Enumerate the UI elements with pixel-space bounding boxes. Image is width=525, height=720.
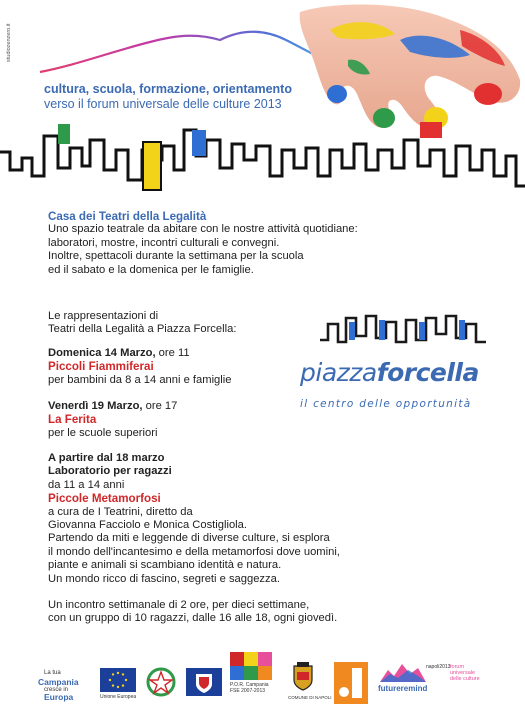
campania-europa-logo: La tua Campania cresce in Europa <box>38 670 79 702</box>
reps-line: Le rappresentazioni di <box>48 310 159 322</box>
sponsor-footer <box>0 640 525 720</box>
eu-flag-logo: Unione Europea <box>100 668 136 702</box>
logo-wordmark: piazzaforcella <box>300 358 479 387</box>
event-3-age: da 11 a 14 anni <box>48 478 125 491</box>
future-remind-logo: futureremind napoli2013 forum universale delle culture <box>378 664 480 693</box>
logo-skyline-icon <box>320 312 520 362</box>
skyline-line <box>0 130 525 186</box>
event-3-line: Un mondo ricco di fascino, segreti e saggezza. <box>48 572 280 585</box>
comune-crest-icon <box>288 662 318 692</box>
event-3-line: il mondo dell'incantesimo e della metamorfosi dove uomini, <box>48 545 340 558</box>
event-3 <box>48 452 340 586</box>
skyline-yellow-block <box>143 142 161 190</box>
regione-campania-logo <box>186 668 222 698</box>
event-3-title: Piccole Metamorfosi <box>48 492 161 506</box>
event-2 <box>48 400 177 440</box>
closing-line: Un incontro settimanale di 2 ore, per dieci settimane, <box>48 599 310 611</box>
intro-title: Casa dei Teatri della Legalità <box>48 210 207 223</box>
event-2-time: ore 17 <box>142 400 178 412</box>
event-1-time: ore 11 <box>155 347 190 359</box>
intro-line: Uno spazio teatrale da abitare con le nostre attività quotidiane: <box>48 223 358 236</box>
comune-napoli-logo: COMUNE DI NAPOLI <box>288 662 322 706</box>
event-3-line: piante e animali si scambiano identità e natura. <box>48 559 282 572</box>
por-campania-logo: P.O.R. Campania FSE 2007-2013 <box>230 652 276 706</box>
event-1-title: Piccoli Fiammiferai <box>48 360 154 374</box>
intro-line: Inoltre, spettacoli durante la settimana per la scuola <box>48 250 304 263</box>
italian-emblem-logo <box>146 666 176 700</box>
piazza-forcella-logo <box>300 312 500 422</box>
event-2-date: Venerdì 19 Marzo, <box>48 400 143 412</box>
event-1-audience: per bambini da 8 a 14 anni e famiglie <box>48 373 232 386</box>
logo-subtitle: il centro delle opportunità <box>300 398 472 410</box>
forum-wave-icon <box>378 662 428 684</box>
skyline-red-block <box>420 122 442 138</box>
star-emblem-icon <box>146 666 176 698</box>
intro-line: laboratori, mostre, incontri culturali e convegni. <box>48 236 280 249</box>
skyline-blue-block <box>192 130 206 156</box>
event-3-line: a cura de I Teatrini, diretto da <box>48 505 193 518</box>
credit-text: studiozenzero.it <box>6 23 12 62</box>
painted-hand-image <box>300 4 520 129</box>
tagline-line1: cultura, scuola, formazione, orientamento <box>44 82 292 96</box>
closing-section <box>48 599 337 626</box>
por-color-grid-icon <box>230 652 274 680</box>
orange-badge-icon <box>334 662 368 704</box>
skyline-green-block <box>58 124 70 144</box>
orange-badge-logo <box>334 662 368 704</box>
event-2-audience: per le scuole superiori <box>48 426 158 439</box>
tagline-line2: verso il forum universale delle culture 2013 <box>44 97 282 111</box>
event-1-date: Domenica 14 Marzo, <box>48 347 156 359</box>
tagline <box>44 82 292 112</box>
event-1 <box>48 347 231 387</box>
closing-line: con un gruppo di 10 ragazzi, dalle 16 alle 18, ogni giovedì. <box>48 612 338 625</box>
event-3-line: Partendo da miti e leggende di diverse culture, si esplora <box>48 532 330 545</box>
regione-shield-icon <box>186 668 222 698</box>
intro-section <box>48 210 358 277</box>
event-3-line: Giovanna Facciolo e Monica Costigliola. <box>48 519 247 532</box>
event-3-start: A partire dal 18 marzo <box>48 452 165 464</box>
reps-section <box>48 310 236 337</box>
reps-line: Teatri della Legalità a Piazza Forcella: <box>48 323 237 336</box>
intro-line: ed il sabato e la domenica per le famiglie. <box>48 263 254 276</box>
event-3-type: Laboratorio per ragazzi <box>48 465 172 478</box>
event-2-title: La Ferita <box>48 413 97 427</box>
eu-flag-icon <box>100 668 136 694</box>
